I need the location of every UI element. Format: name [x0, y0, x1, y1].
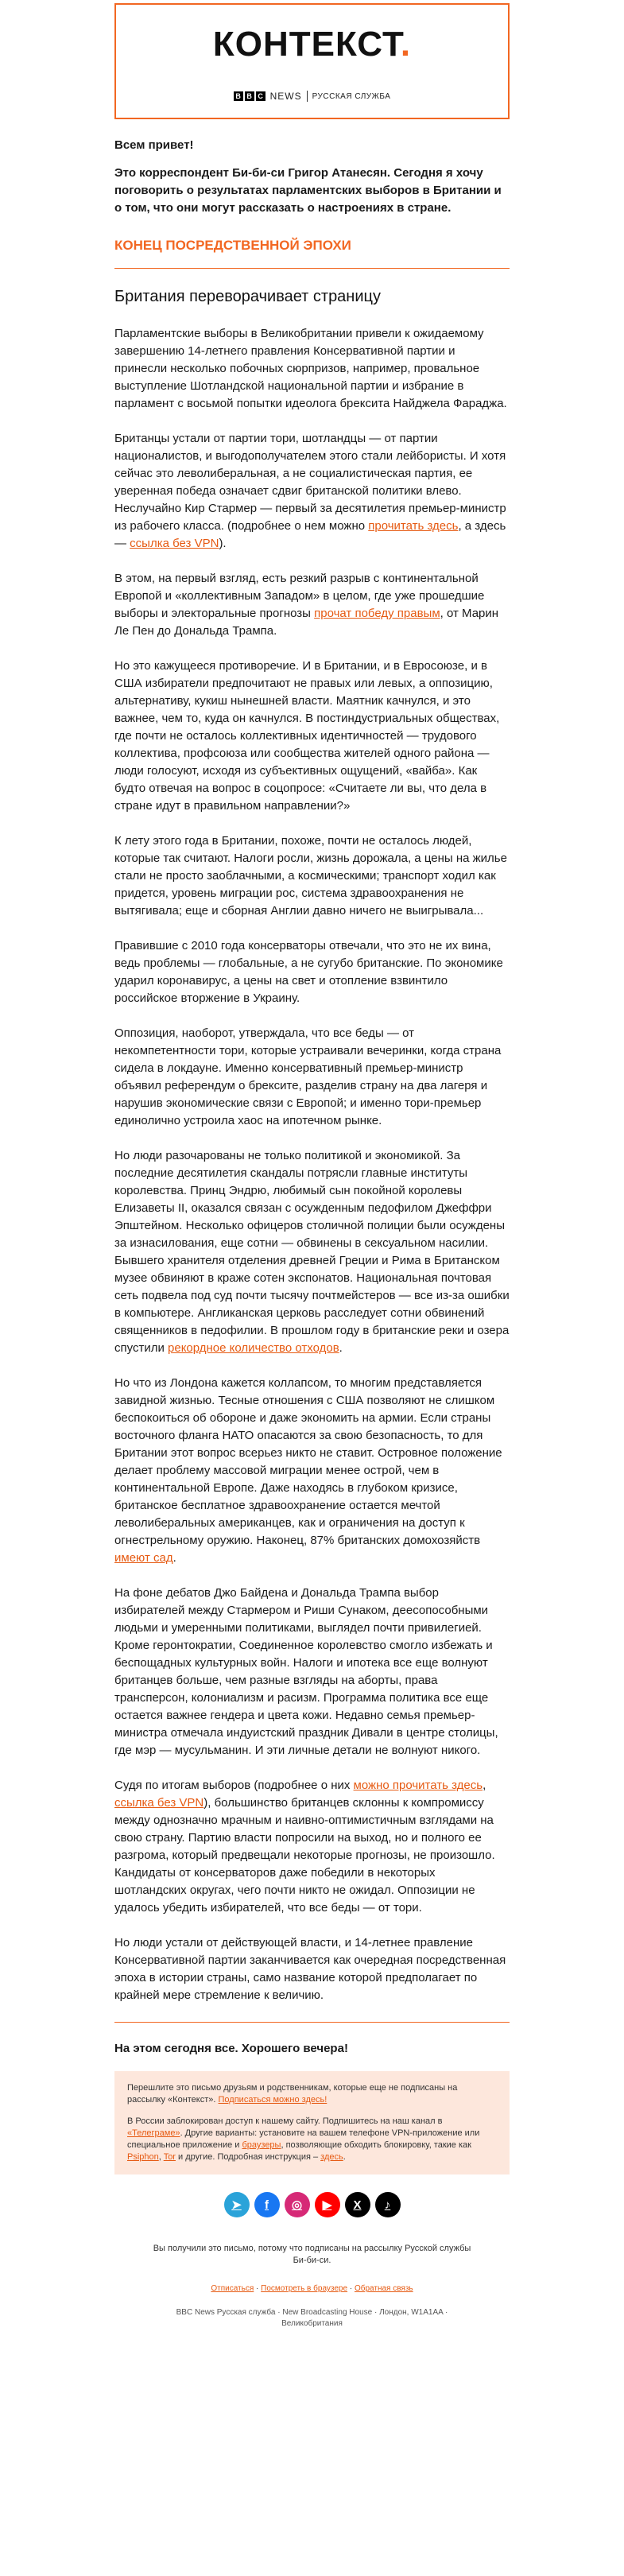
- paragraph-7: Оппозиция, наоборот, утверждала, что все беды — от некомпетентности тори, которые устраивали вечеринки, когда страна сидела в локдауне. Именно консервативный премьер-министр объявил референдум о брексите, разделив страну на два лагеря и нарушив экономические связи с Европой; и именно тори-премьер единолично устроила хаос на ипотечном рынке.: [114, 1026, 502, 1127]
- email-container: [114, 0, 510, 2342]
- paragraph-3-text-a: В этом, на первый взгляд, есть резкий разрыв с континентальной Европой и «коллективным Западом» в целом, где уже прошедшие выборы и электоральные прогнозы: [114, 572, 485, 620]
- youtube-icon[interactable]: ▶: [315, 2192, 340, 2217]
- blocking-note-text-c: , позволяющие обходить блокировку, такие как: [281, 2140, 471, 2150]
- paragraph-11-text-c: ), большинство британцев склонны к компромиссу между однозначно мрачным и наивно-оптимистичным взглядами на свою страну. Партию власти попросили на выход, но и полного ее разгрома, который предвещали некоторые прогнозы, не произошло. Кандидаты от консерваторов даже победили в некоторых шотландских округах, чего почти никто не ожидал. Оппозиции не удалось убедить избирателей, что все беды — от тори.: [114, 1796, 495, 1915]
- sign-off: На этом сегодня все. Хорошего вечера!: [114, 2042, 348, 2055]
- paragraph-11: [114, 1777, 510, 1917]
- subscribe-link[interactable]: Подписаться можно здесь!: [218, 2095, 328, 2105]
- bbc-news-label: NEWS: [269, 91, 302, 102]
- election-results-link[interactable]: можно прочитать здесь: [353, 1779, 483, 1792]
- instructions-link[interactable]: здесь: [320, 2152, 343, 2162]
- section-divider: [114, 268, 510, 269]
- logo-dot: .: [400, 25, 412, 64]
- paragraph-9-text-a: Но что из Лондона кажется коллапсом, то многим представляется завидной жизнью. Тесные отношения с США позволяют не слишком беспокоиться об обороне и даже экономить на армии. Если страны восточного фланга НАТО опасаются за свою безопасность, то для Британии этот вопрос всерьез никто не ставит. Островное положение делает проблему массовой миграции менее острой, чем в континентальной Европе. Даже находясь в глубоком кризисе, британское бесплатное здравоохранение остается мечтой леволиберальных американцев, как и ограничения на доступ к огнестрельному оружию. Наконец, 87% британских домохозяйств: [114, 1376, 502, 1547]
- closing-divider: [114, 2022, 510, 2023]
- paragraph-1: Парламентские выборы в Великобритании привели к ожидаемому завершению 14-летнего правления Консервативной партии и принесли несколько побочных сюрпризов, например, провальное выступление Шотландской национальной партии и избрание в парламент с восьмой попытки идеолога брексита Найджела Фараджа.: [114, 327, 507, 410]
- paragraph-2-text-a: Британцы устали от партии тори, шотландцы — от партии националистов, и выгодополучателем этого стали лейбористы. И хотя сейчас это леволиберальная, а не социалистическая партия, ее уверенная победа означает сдвиг британской политики влево. Неслучайно Кир Стармер — первый за десятилетия премьер-министр из рабочего класса. (подробнее о нем можно: [114, 432, 506, 533]
- paragraph-2-text-c: ).: [219, 537, 227, 550]
- paragraph-8-text-b: .: [339, 1341, 343, 1355]
- brand-divider: [307, 91, 308, 102]
- paragraph-2: [114, 430, 510, 553]
- paragraph-3: [114, 570, 510, 640]
- section-title: КОНЕЦ ПОСРЕДСТВЕННОЙ ЭПОХИ: [114, 238, 351, 253]
- paragraph-11-text-b: ,: [483, 1779, 486, 1792]
- facebook-icon[interactable]: f: [254, 2192, 280, 2217]
- tor-link[interactable]: Tor: [163, 2152, 176, 2162]
- blocking-note-text-a: В России заблокирован доступ к нашему сайту. Подпишитесь на наш канал в: [127, 2116, 443, 2126]
- unsubscribe-link[interactable]: Отписаться: [211, 2284, 254, 2293]
- forward-note-text: Перешлите это письмо друзьям и родственникам, которые еще не подписаны на рассылку «Контекст».: [127, 2083, 458, 2105]
- feedback-link[interactable]: Обратная связь: [354, 2284, 413, 2293]
- intro-text: Это корреспондент Би-би-си Григор Атанесян. Сегодня я хочу поговорить о результатах парламентских выборов в Британии и о том, что они могут рассказать о настроениях в стране.: [114, 166, 502, 215]
- browsers-link[interactable]: браузеры: [242, 2140, 281, 2150]
- newsletter-header: [114, 3, 510, 119]
- blocking-note: [127, 2116, 497, 2163]
- blocking-note-text-e: и другие. Подробная инструкция –: [175, 2152, 321, 2162]
- paragraph-5: К лету этого года в Британии, похоже, почти не осталось людей, которые так считают. Налоги росли, жизнь дорожала, а цены на жилье стали не просто заоблачными, а космическими; транспорт ходил как придется, уровень миграции рос, система здравоохранения не вытягивала; еще и сборная Англии давно ничего не выигрывала...: [114, 834, 507, 918]
- paragraph-9-text-b: .: [172, 1551, 176, 1565]
- bbc-block-b2: B: [245, 91, 254, 101]
- social-links: [114, 2192, 510, 2217]
- kontekst-logo[interactable]: [116, 27, 508, 62]
- paragraph-2-text-b: , а здесь —: [114, 519, 506, 550]
- service-name: РУССКАЯ СЛУЖБА: [312, 91, 391, 101]
- promo-box: [114, 2071, 510, 2174]
- paragraph-12: Но люди устали от действующей власти, и 14-летнее правление Консервативной партии заканчивается как очередная посредственная эпоха в истории страны, само название которой предполагает по крайней мере стремление к величию.: [114, 1936, 506, 2002]
- right-wing-forecast-link[interactable]: прочат победу правым: [314, 607, 440, 620]
- paragraph-11-text-a: Судя по итогам выборов (подробнее о них: [114, 1779, 354, 1792]
- paragraph-8: [114, 1147, 510, 1357]
- blocking-note-text-f: .: [343, 2152, 346, 2162]
- record-waste-link[interactable]: рекордное количество отходов: [168, 1341, 339, 1355]
- paragraph-6: Правившие с 2010 года консерваторы отвечали, что это не их вина, ведь проблемы — глобальные, а не сугубо британские. По экономике ударил коронавирус, а цены на свет и отопление взвинтило российское вторжение в Украину.: [114, 939, 503, 1005]
- logo-text: КОНТЕКСТ: [212, 25, 401, 64]
- have-garden-link[interactable]: имеют сад: [114, 1551, 173, 1565]
- x-icon[interactable]: X: [345, 2192, 370, 2217]
- paragraph-8-text-a: Но люди разочарованы не только политикой и экономикой. За последние десятилетия скандалы потрясли главные институты королевства. Принц Эндрю, любимый сын покойной королевы Елизаветы II, оказался связан с осужденным педофилом Джеффри Эпштейном. Несколько офицеров столичной полиции были осуждены за изнасилования, еще сотни — обвинены в сексуальном насилии. Бывшего хранителя отделения древней Греции и Рима в Британском музее обвиняют в краже сотен экспонатов. Национальная почтовая сеть подвела под суд почти тысячу почтмейстеров — все из-за ошибки в компьютере. Англиканская церковь расследует сотни обвинений священников в педофилии. В прошлом году в британские реки и озера спустили: [114, 1149, 510, 1355]
- telegram-link[interactable]: «Телеграме»: [127, 2128, 180, 2138]
- bbc-block-b1: B: [234, 91, 243, 101]
- paragraph-9: [114, 1375, 510, 1567]
- instagram-icon[interactable]: ◎: [285, 2192, 310, 2217]
- footer-links: [114, 2284, 510, 2293]
- article-headline: Британия переворачивает страницу: [114, 288, 381, 305]
- paragraph-4: Но это кажущееся противоречие. И в Британии, и в Евросоюзе, и в США избиратели предпочитают не правых или левых, а оппозицию, альтернативу, кукиш нынешней власти. Маятник качнулся, и это важнее, чем то, куда он качнулся. В постиндустриальных обществах, где почти не осталось коллективных идентичностей — трудового коллектива, профсоюза или сообщества жителей одного района — люди голосуют, исходя из субъективных ощущений, «вайба». Как будто отвечая на вопрос в соцопросе: «Считаете ли вы, что дела в стране идут в правильном направлении?»: [114, 659, 500, 813]
- blocking-note-text-d: ,: [158, 2152, 164, 2162]
- no-vpn-link[interactable]: ссылка без VPN: [130, 537, 219, 550]
- subscription-note: Вы получили это письмо, потому что подписаны на рассылку Русской службы Би-би-си.: [153, 2244, 471, 2265]
- paragraph-10: На фоне дебатов Джо Байдена и Дональда Трампа выбор избирателей между Стармером и Риши Сунаком, деесопособными людьми и умеренными политиками, выглядел почти привилегией. Кроме геронтократии, Соединенное королевство смогло избежать и беспощадных культурных войн. Налоги и ипотека все еще волнуют британцев больше, чем разные взгляды на аборты, права трансперсон, колониализм и расизм. Программа политика все еще остается важнее гендера и цвета кожи. Недавно семья премьер-министра отмечала индуистский праздник Дивали в центре столицы, где мэр — мусульманин. И эти личные детали не волнуют никого.: [114, 1586, 498, 1757]
- bbc-logo: [234, 91, 265, 101]
- psiphon-link[interactable]: Psiphon: [127, 2152, 159, 2162]
- paragraph-3-text-b: , от Марин Ле Пен до Дональда Трампа.: [114, 607, 499, 638]
- telegram-icon[interactable]: ➤: [224, 2192, 250, 2217]
- blocking-note-text-b: . Другие варианты: установите на вашем телефоне VPN-приложение или специальное приложение и: [127, 2128, 480, 2150]
- footer-sep-2: ·: [347, 2284, 355, 2293]
- tiktok-icon[interactable]: ♪: [375, 2192, 401, 2217]
- footer-address: BBC News Русская служба · New Broadcasting House · Лондон, W1A1AA · Великобритания: [176, 2308, 448, 2328]
- footer-sep-1: ·: [254, 2284, 262, 2293]
- read-here-link[interactable]: прочитать здесь: [368, 519, 459, 533]
- bbc-russian-brand: [116, 91, 508, 102]
- forward-note: [127, 2082, 497, 2106]
- view-in-browser-link[interactable]: Посмотреть в браузере: [261, 2284, 348, 2293]
- greeting: Всем привет!: [114, 138, 194, 152]
- bbc-block-c: C: [256, 91, 265, 101]
- no-vpn-link-2[interactable]: ссылка без VPN: [114, 1796, 204, 1810]
